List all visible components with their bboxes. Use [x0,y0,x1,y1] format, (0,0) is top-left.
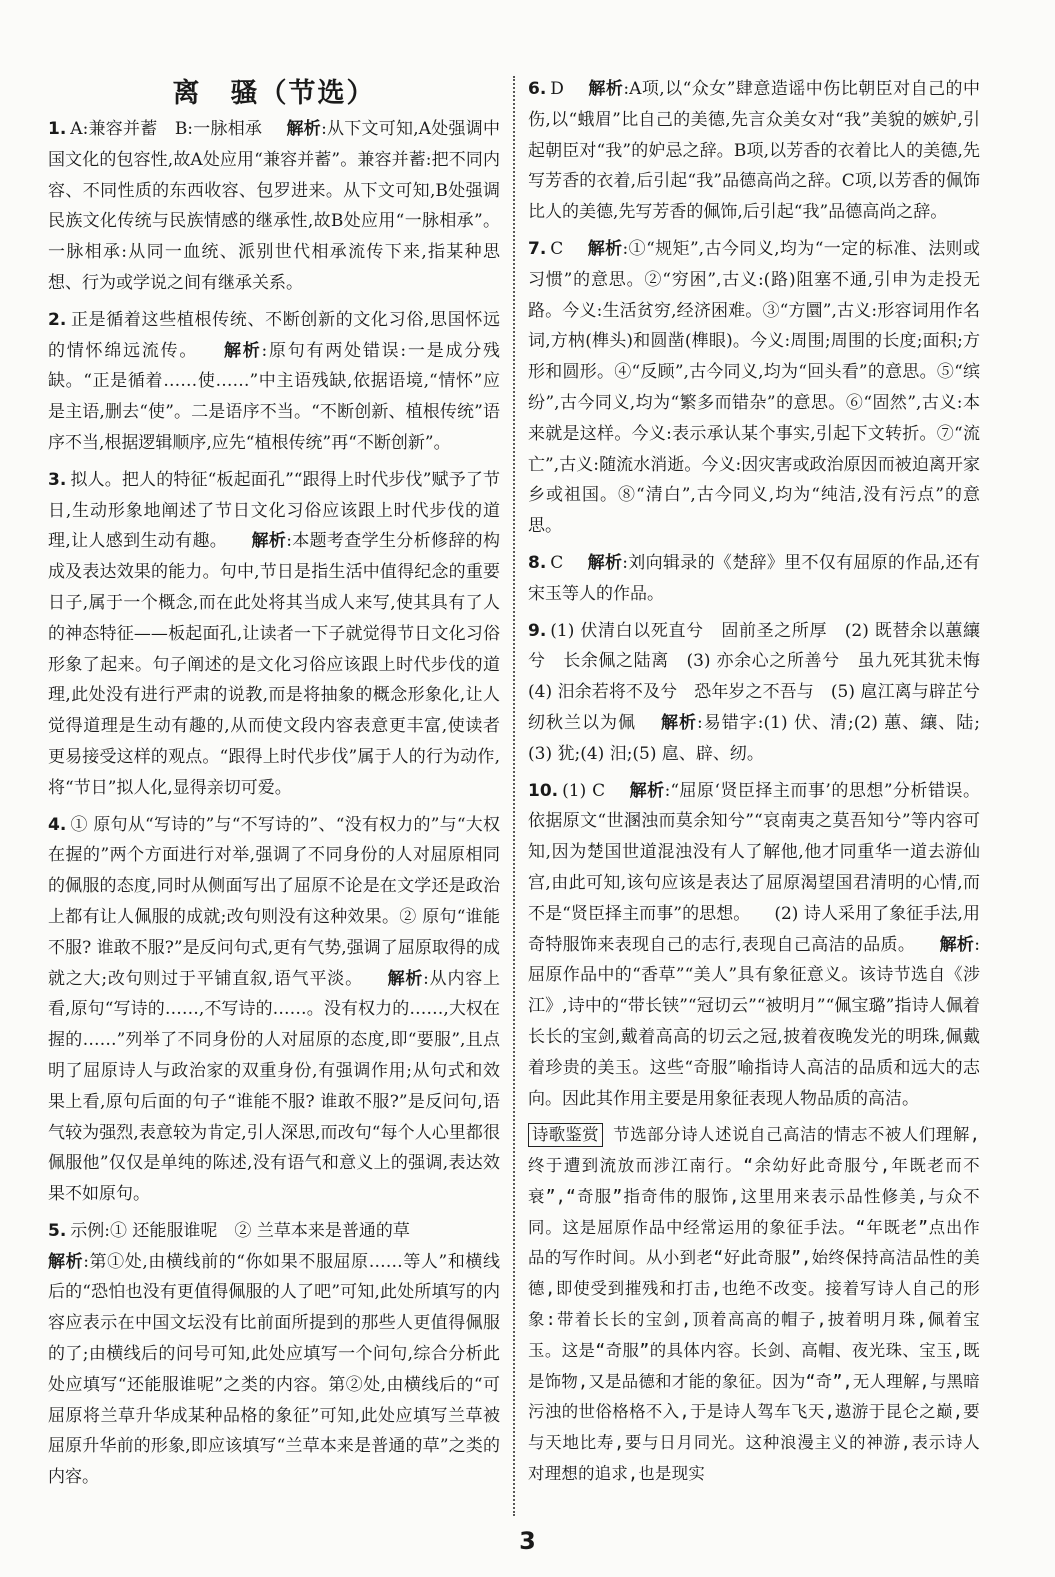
question-number: 8. [528,552,547,573]
question-number: 10. [528,780,559,801]
question-number: 1. [48,119,67,139]
analysis-text: :从下文可知,A处强调中国文化的包容性,故A处应用“兼容并蓄”。兼容并蓄:把不同内容、不同性质的东西收容、包罗进来。从下文可知,B处强调民族文化传统与民族情感的继承性,故B处应用“一脉相承”。一脉相承:从同一血统、派别世代相承流传下来,指某种思想、行为或学说之间有继承关系。 [48,119,500,293]
analysis-label: 解析 [587,238,623,259]
question-number: 9. [528,620,547,641]
analysis-label: 解析 [386,968,424,989]
analysis-label: 解析 [222,340,262,361]
answer-text: (1) C [562,780,606,801]
analysis-text-2: :屈原作品中的“香草”“美人”具有象征意义。该诗节选自《涉江》,诗中的“带长铗”“冠切云”“被明月”“佩宝璐”指诗人佩着长长的宝剑,戴着高高的切云之冠,披着夜晚发光的明珠,佩戴着珍贵的美玉。这些“奇服”喻指诗人高洁的品质和远大的志向。因此其作用主要是用象征表现人物品质的高洁。 [528,934,981,1109]
answer-text: C [550,552,564,573]
poetry-appreciation [528,1120,980,1490]
question-1 [48,114,500,299]
answer-text: C [550,238,564,259]
analysis-text: :原句有两处错误:一是成分残缺。“正是循着……使……”中主语残缺,依据语境,“情怀”应是主语,删去“使”。二是语序不当。“不断创新、植根传统”语序不当,根据逻辑顺序,应先“植根传统”再“不断创新”。 [48,340,501,453]
answer-text: 示例:① 还能服谁呢 ② 兰草本来是普通的草 [70,1220,410,1241]
answer-text-2: (2) 诗人采用了象征手法,用奇特服饰来表现自己的志行,表现自己高洁的品质。 [528,903,980,955]
question-2 [48,305,500,459]
analysis-text: :“屈原‘贤臣择主而事’的思想”分析错误。依据原文“世溷浊而莫余知兮”“哀南夷之莫吾知兮”等内容可知,因为楚国世道混浊没有人了解他,他才同重华一道去游仙宫,由此可知,该句应该是表达了屈原渴望国君清明的心情,而不是“贤臣择主而事”的思想。 [528,780,981,924]
answer-text: ① 原句从“写诗的”与“不写诗的”、“没有权力的”与“大权在握的”两个方面进行对举,强调了不同身份的人对屈原相同的佩服的态度,同时从侧面写出了屈原不论是在文学还是政治上都有让人佩服的成就;改句则没有这种效果。② 原句“谁能不服? 谁敢不服?”是反问句式,更有气势,强调了屈原取得的成就之大;改句则过于平铺直叙,语气平淡。 [48,814,500,989]
analysis-text: :易错字:(1) 伏、清;(2) 蕙、纕、陆;(3) 犹;(4) 汨;(5) 扈、辟、纫。 [528,712,980,764]
left-column [48,74,500,1499]
analysis-label: 解析 [251,531,287,552]
question-number: 4. [48,814,67,835]
question-8 [528,548,980,610]
analysis-label: 解析 [939,934,975,955]
question-5 [48,1216,500,1493]
right-column [528,74,997,1496]
question-4 [48,810,500,1210]
question-number: 6. [528,79,547,99]
question-number: 2. [48,309,67,330]
answer-text: A:兼容并蓄 B:一脉相承 [70,119,263,139]
question-7 [528,234,980,542]
answer-text: (1) 伏清白以死直兮 固前圣之所厚 (2) 既替余以蕙纕兮 长余佩之陆离 (3) 亦余心之所善兮 虽九死其犹未悔 (4) 汨余若将不及兮 恐年岁之不吾与 (5) 扈江离与辟芷兮 纫秋兰以为佩 [528,620,997,733]
answer-text: 正是循着这些植根传统、不断创新的文化习俗,思国怀远的情怀绵远流传。 [48,309,500,361]
analysis-label: 解析 [286,119,322,139]
question-10 [528,776,980,1115]
appreciation-text: 节选部分诗人述说自己高洁的情志不被人们理解,终于遭到流放而涉江南行。“余幼好此奇服兮,年既老而不衰”,“奇服”指奇伟的服饰,这里用来表示品性修美,与众不同。这是屈原作品中经常运用的象征手法。“年既老”点出作品的写作时间。从小到老“好此奇服”,始终保持高洁品性的美德,即使受到摧残和打击,也绝不改变。接着写诗人自己的形象:带着长长的宝剑,顶着高高的帽子,披着明月珠,佩着宝玉。这是“奇服”的具体内容。长剑、高帽、夜光珠、宝玉,既是饰物,又是品德和才能的象征。因为“奇”,无人理解,与黑暗污浊的世俗格格不入,于是诗人驾车飞天,遨游于昆仑之巅,要与天地比寿,要与日月同光。这种浪漫主义的神游,表示诗人对理想的追求,也是现实 [528,1125,981,1484]
analysis-text: :第①处,由横线前的“你如果不服屈原……等人”和横线后的“恐怕也没有更值得佩服的人了吧”可知,此处所填写的内容应表示在中国文坛没有比前面所提到的那些人更值得佩服的了;由横线后的问号可知,此处应填写一个问句,综合分析此处应填写“还能服谁呢”之类的内容。第②处,由横线后的“可屈原将兰草升华成某种品格的象征”可知,此处应填写兰草被屈原升华前的形象,即应该填写“兰草本来是普通的草”之类的内容。 [48,1251,501,1488]
answer-text: D [550,79,564,99]
question-number: 5. [48,1220,67,1241]
answer-text: 拟人。把人的特征“板起面孔”“跟得上时代步伐”赋予了节日,生动形象地阐述了节日文化习俗应该跟上时代步伐的道理,让人感到生动有趣。 [48,469,500,552]
analysis-label: 解析 [629,780,665,801]
analysis-label: 解析 [587,552,623,573]
page-number: 3 [519,1527,536,1555]
question-number: 7. [528,238,547,259]
analysis-label: 解析 [660,712,698,733]
question-9 [528,616,997,770]
analysis-text: :A项,以“众女”肆意造谣中伤比朝臣对自己的中伤,以“蛾眉”比自己的美德,先言众美女对“我”美貌的嫉妒,引起朝臣对“我”的妒忌之辞。B项,以芳香的衣着比人的美德,先写芳香的衣着,后引起“我”品德高尚之辞。C项,以芳香的佩饰比人的美德,先写芳香的佩饰,后引起“我”品德高尚之辞。 [528,79,981,223]
question-3 [48,465,500,804]
analysis-text: :①“规矩”,古今同义,均为“一定的标准、法则或习惯”的意思。②“穷困”,古义:(路)阻塞不通,引申为走投无路。今义:生活贫穷,经济困难。③“方圜”,古义:形容词用作名词,方枘(榫头)和圆凿(榫眼)。今义:周围;周围的长度;面积;方形和圆形。④“反顾”,古今同义,均为“回头看”的意思。⑤“缤纷”,古今同义,均为“繁多而错杂”的意思。⑥“固然”,古义:本来就是这样。今义:表示承认某个事实,引起下文转折。⑦“流亡”,古义:随流水消逝。今义:因灾害或政治原因而被迫离开家乡或祖国。⑧“清白”,古今同义,均为“纯洁,没有污点”的意思。 [528,238,981,537]
appreciation-label: 诗歌鉴赏 [528,1123,603,1147]
page-title: 离 骚（节选） [172,78,376,109]
question-number: 3. [48,469,67,490]
analysis-text: :本题考查学生分析修辞的构成及表达效果的能力。句中,节日是指生活中值得纪念的重要日子,属于一个概念,而在此处将其当成人来写,使其具有了人的神态特征——板起面孔,让读者一下子就觉得节日文化习俗形象了起来。句子阐述的是文化习俗应该跟上时代步伐的道理,此处没有进行严肃的说教,而是将抽象的概念形象化,让人觉得道理是生动有趣的,从而使文段内容表意更丰富,使读者更易接受这样的观点。“跟得上时代步伐”属于人的行为动作,将“节日”拟人化,显得亲切可爱。 [48,531,501,798]
analysis-label: 解析 [587,79,624,99]
column-divider [513,76,515,1516]
analysis-text: :从内容上看,原句“写诗的……,不写诗的……。没有权力的……,大权在握的……”列举了不同身份的人对屈原的态度,即“要服”,且点明了屈原诗人与政治家的双重身份,有强调作用;从句式和效果上看,原句后面的句子“谁能不服? 谁敢不服?”是反问句,语气较为强烈,表意较为肯定,引人深思,而改句“每个人心里都很佩服他”仅仅是单纯的陈述,没有语气和意义上的强调,表达效果不如原句。 [48,968,500,1205]
question-6 [528,74,980,228]
analysis-text: :刘向辑录的《楚辞》里不仅有屈原的作品,还有宋玉等人的作品。 [528,552,980,604]
analysis-label: 解析 [48,1251,84,1272]
